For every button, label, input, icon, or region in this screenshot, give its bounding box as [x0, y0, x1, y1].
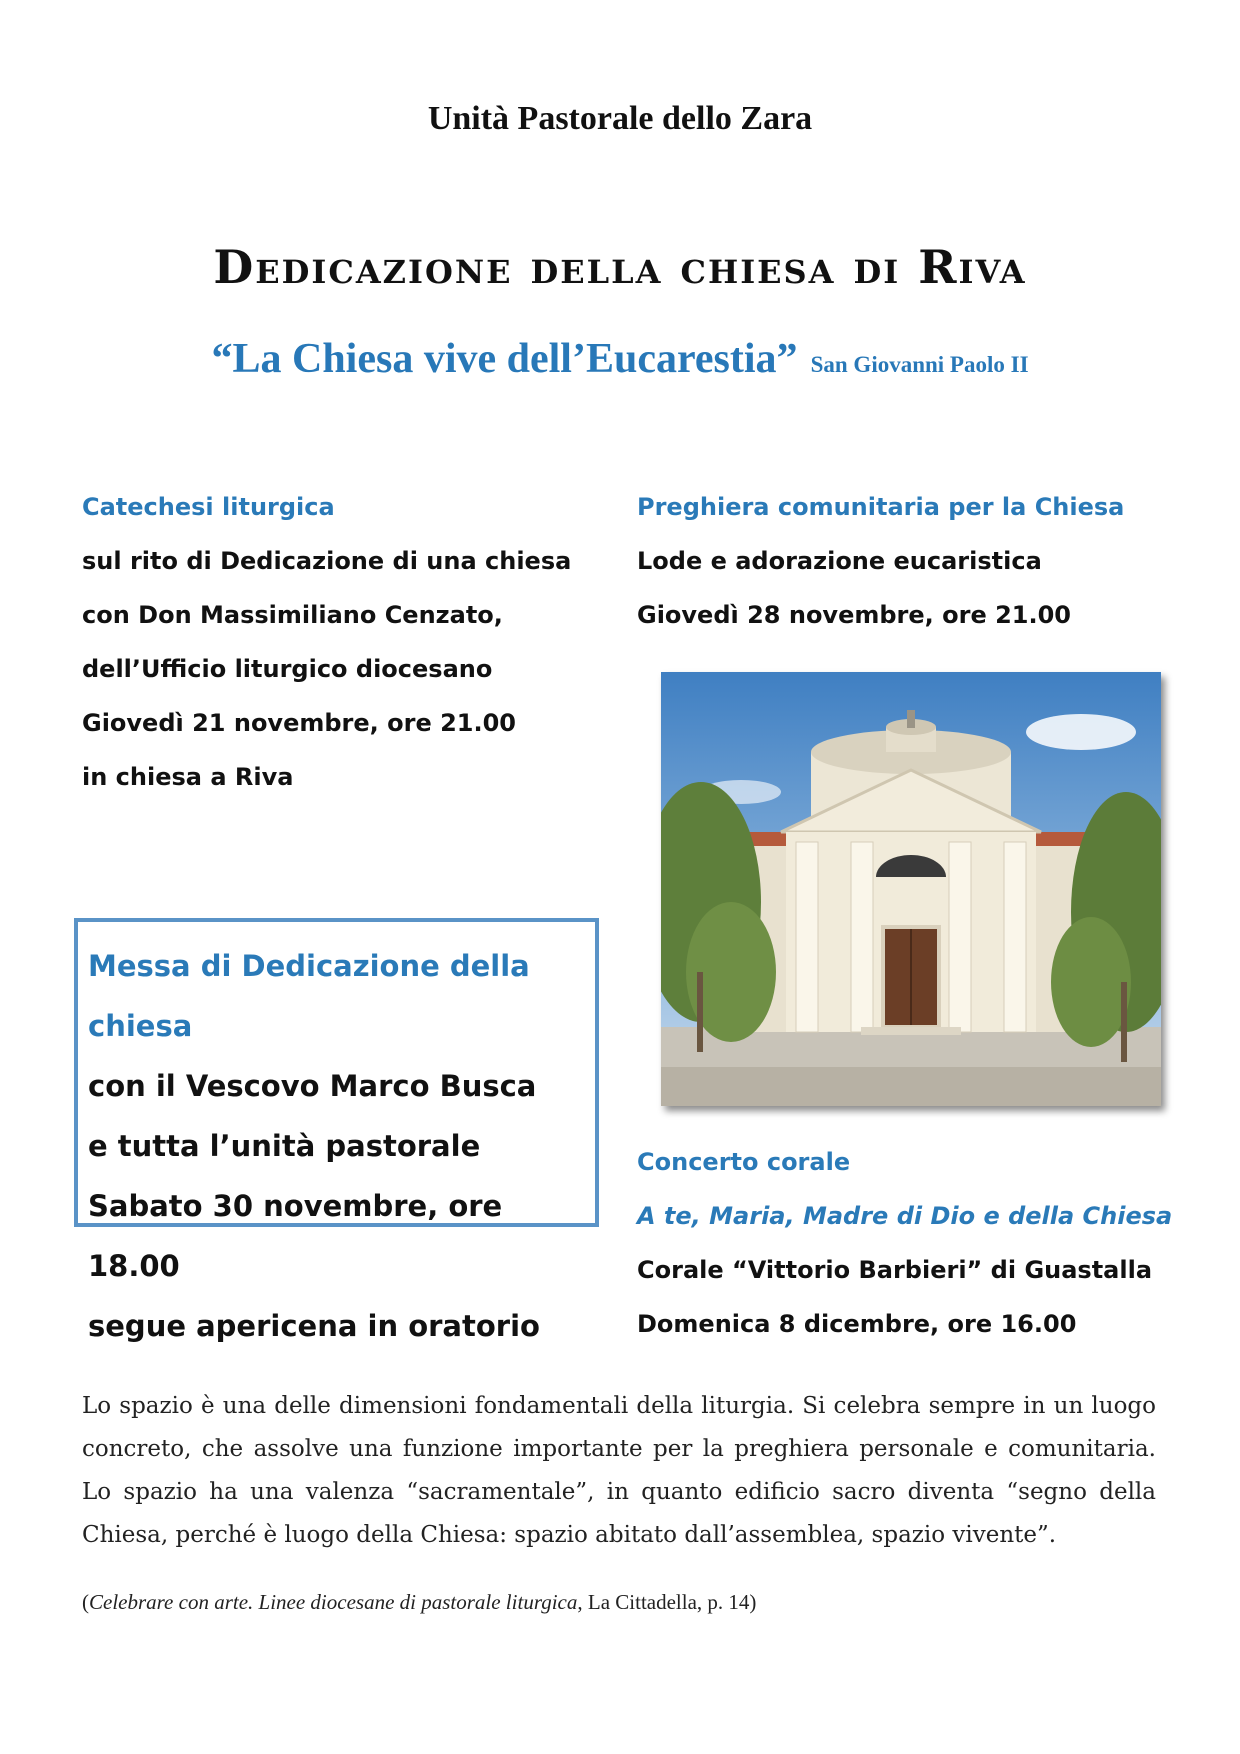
citation-rest: , La Cittadella, p. 14) [577, 1590, 757, 1614]
catechesi-line: dell’Ufficio liturgico diocesano [82, 655, 493, 683]
citation [82, 1590, 1156, 1615]
concerto-heading: Concerto corale [637, 1148, 851, 1176]
preghiera-line: Giovedì 28 novembre, ore 21.00 [637, 601, 1071, 629]
catechesi-heading: Catechesi liturgica [82, 493, 335, 521]
messa-line: e tutta l’unità pastorale [88, 1129, 481, 1163]
organization-name: Unità Pastorale dello Zara [427, 100, 813, 137]
citation-open: ( [82, 1590, 89, 1614]
catechesi-line: Giovedì 21 novembre, ore 21.00 [82, 709, 516, 737]
concerto-line: Domenica 8 dicembre, ore 16.00 [637, 1310, 1077, 1338]
messa-line: segue apericena in oratorio [88, 1309, 540, 1343]
messa-box [74, 918, 599, 1343]
body-paragraph: Lo spazio è una delle dimensioni fondamentali della liturgia. Si celebra sempre in un luogo concreto, che assolve una funzione importante per la preghiera personale e comunitaria. Lo spazio ha una valenza “sacramentale”, in quanto edificio sacro diventa “segno della Chiesa, perché è luogo della Chiesa: spazio abitato dall’assemblea, spazio vivente”. [82, 1393, 1156, 1548]
catechesi-section [82, 480, 602, 804]
preghiera-heading: Preghiera comunitaria per la Chiesa [637, 493, 1125, 521]
messa-heading: Messa di Dedicazione della chiesa [88, 949, 530, 1043]
church-photo [661, 672, 1161, 1106]
catechesi-line: con Don Massimiliano Cenzato, [82, 601, 503, 629]
catechesi-line: in chiesa a Riva [82, 763, 294, 791]
preghiera-section [637, 480, 1177, 642]
concerto-line: Corale “Vittorio Barbieri” di Guastalla [637, 1256, 1153, 1284]
citation-work: Celebrare con arte. Linee diocesane di pastorale liturgica [89, 1590, 578, 1614]
quote-text: “La Chiesa vive dell’Eucarestia” [211, 336, 798, 382]
messa-line: con il Vescovo Marco Busca [88, 1069, 537, 1103]
quote-author: San Giovanni Paolo II [810, 352, 1029, 377]
page-title: Dedicazione della chiesa di Riva [213, 240, 1027, 294]
concerto-subtitle: A te, Maria, Madre di Dio e della Chiesa [637, 1202, 1173, 1230]
preghiera-line: Lode e adorazione eucaristica [637, 547, 1042, 575]
quote-line [0, 335, 1240, 383]
catechesi-line: sul rito di Dedicazione di una chiesa [82, 547, 572, 575]
concerto-section [637, 1135, 1197, 1351]
messa-line: Sabato 30 novembre, ore 18.00 [88, 1189, 503, 1283]
